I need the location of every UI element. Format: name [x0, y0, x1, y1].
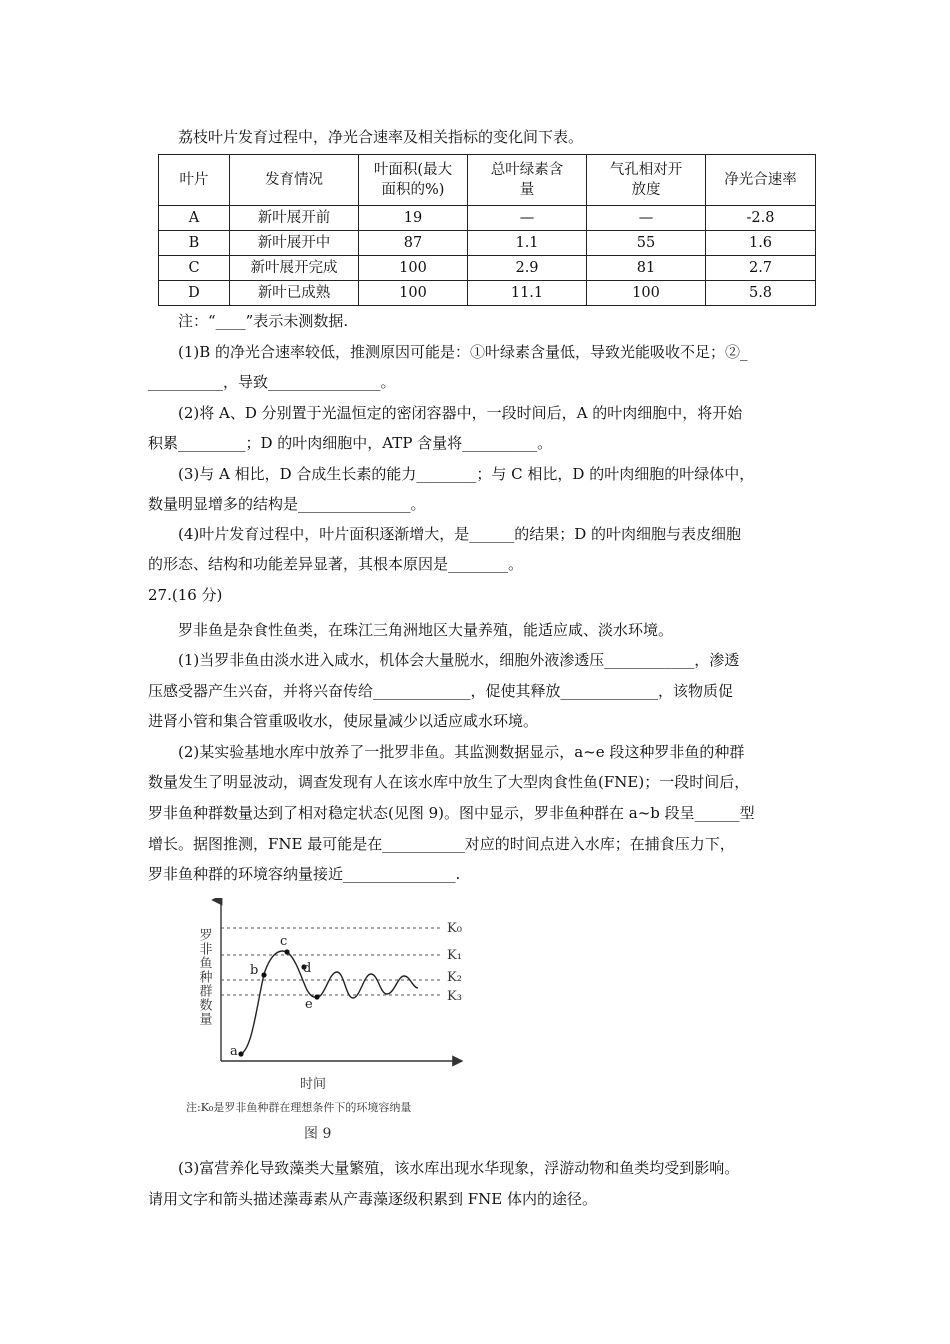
x-axis-label: 时间 [300, 1077, 327, 1092]
question-27-2-line-5: 罗非鱼种群的环境容纳量接近_______________. [148, 865, 461, 883]
cell: A [159, 206, 230, 231]
cell: 新叶已成熟 [230, 281, 359, 306]
cell: — [587, 206, 706, 231]
table-header-row [159, 155, 816, 206]
header-cell: 净光合速率 [706, 155, 816, 206]
cell: 87 [359, 231, 468, 256]
figure-note: 注:K₀是罗非鱼种群在理想条件下的环境容纳量 [186, 1101, 412, 1114]
question-27-title: 27.(16 分) [148, 586, 223, 604]
figure-9 [180, 898, 490, 1146]
cell: 11.1 [468, 281, 587, 306]
cell: 1.1 [468, 231, 587, 256]
header-cell: 叶片 [159, 155, 230, 206]
k2-label: K₂ [447, 970, 462, 985]
cell: 新叶展开完成 [230, 256, 359, 281]
header-cell: 叶面积(最大 面积的%) [359, 155, 468, 206]
point-b [261, 972, 266, 977]
question-3-line-2: 数量明显增多的结构是_______________。 [148, 495, 426, 513]
table-row [159, 231, 816, 256]
k1-label: K₁ [447, 948, 462, 963]
question-27-2-line-4: 增长。据图推测，FNE 最可能是在___________对应的时间点进入水库；在捕食压力下， [148, 835, 735, 853]
cell: — [468, 206, 587, 231]
cell: D [159, 281, 230, 306]
question-27-3-line-1: (3)富营养化导致藻类大量繁殖，该水库出现水华现象，浮游动物和鱼类均受到影响。 [178, 1159, 740, 1177]
cell: 新叶展开中 [230, 231, 359, 256]
question-27-2-line-2: 数量发生了明显波动，调查发现有人在该水库中放生了大型肉食性鱼(FNE)；一段时间后， [148, 773, 750, 791]
point-a [238, 1051, 243, 1056]
leaf-development-table [158, 154, 816, 306]
question-27-1-line-3: 进肾小管和集合管重吸收水，使尿量减少以适应咸水环境。 [148, 712, 539, 730]
point-b-label: b [250, 963, 259, 978]
point-e-label: e [305, 997, 313, 1012]
cell: 100 [359, 281, 468, 306]
cell: 100 [587, 281, 706, 306]
cell: 81 [587, 256, 706, 281]
point-a-label: a [230, 1044, 238, 1059]
question-27-2-line-3: 罗非鱼种群数量达到了相对稳定状态(见图 9)。图中显示，罗非鱼种群在 a~b 段呈______型 [148, 804, 755, 822]
question-27-intro: 罗非鱼是杂食性鱼类，在珠江三角洲地区大量养殖，能适应咸、淡水环境。 [178, 621, 674, 639]
point-c-label: c [280, 934, 288, 949]
k3-label: K₃ [447, 989, 462, 1004]
figure-caption: 图 9 [304, 1126, 332, 1142]
question-27-3-line-2: 请用文字和箭头描述藻毒素从产毒藻逐级积累到 FNE 体内的途径。 [148, 1190, 598, 1208]
cell: 2.7 [706, 256, 816, 281]
question-4-line-2: 的形态、结构和功能差异显著，其根本原因是________。 [148, 555, 524, 573]
table-row [159, 281, 816, 306]
cell: C [159, 256, 230, 281]
point-c [284, 949, 289, 954]
header-cell: 发育情况 [230, 155, 359, 206]
cell: 100 [359, 256, 468, 281]
cell: 55 [587, 231, 706, 256]
table-row [159, 256, 816, 281]
population-curve [241, 951, 418, 1054]
question-27-1-line-1: (1)当罗非鱼由淡水进入咸水，机体会大量脱水，细胞外液渗透压____________，渗透 [178, 651, 740, 669]
cell: 5.8 [706, 281, 816, 306]
k0-label: K₀ [447, 921, 462, 936]
question-1-line-1: (1)B 的净光合速率较低，推测原因可能是：①叶绿素含量低，导致光能吸收不足；②_ [178, 343, 748, 361]
point-d-label: d [303, 961, 312, 976]
cell: 1.6 [706, 231, 816, 256]
cell: 19 [359, 206, 468, 231]
question-2-line-1: (2)将 A、D 分别置于光温恒定的密闭容器中，一段时间后，A 的叶肉细胞中，将开始 [178, 404, 743, 422]
table-intro: 荔枝叶片发育过程中，净光合速率及相关指标的变化间下表。 [178, 128, 584, 146]
table-note: 注：“____”表示未测数据. [178, 312, 349, 330]
point-e [314, 994, 319, 999]
cell: B [159, 231, 230, 256]
cell: 2.9 [468, 256, 587, 281]
question-27-2-line-1: (2)某实验基地水库中放养了一批罗非鱼。其监测数据显示，a~e 段这种罗非鱼的种群 [178, 743, 745, 761]
question-3-line-1: (3)与 A 相比，D 合成生长素的能力________；与 C 相比，D 的叶肉细胞的叶绿体中， [178, 465, 755, 483]
question-1-line-2: __________，导致_______________。 [148, 373, 396, 391]
header-cell: 气孔相对开 放度 [587, 155, 706, 206]
cell: -2.8 [706, 206, 816, 231]
cell: 新叶展开前 [230, 206, 359, 231]
question-4-line-1: (4)叶片发育过程中，叶片面积逐渐增大，是______的结果；D 的叶肉细胞与表皮细胞 [178, 525, 742, 543]
population-curve-diagram [180, 898, 490, 1146]
table-row [159, 206, 816, 231]
y-axis-label: 罗非鱼种群数量 [196, 928, 212, 1026]
question-27-1-line-2: 压感受器产生兴奋，并将兴奋传给_____________，促使其释放_____________，该物质促 [148, 682, 734, 700]
question-2-line-2: 积累_________；D 的叶肉细胞中，ATP 含量将__________。 [148, 434, 553, 452]
header-cell: 总叶绿素含 量 [468, 155, 587, 206]
